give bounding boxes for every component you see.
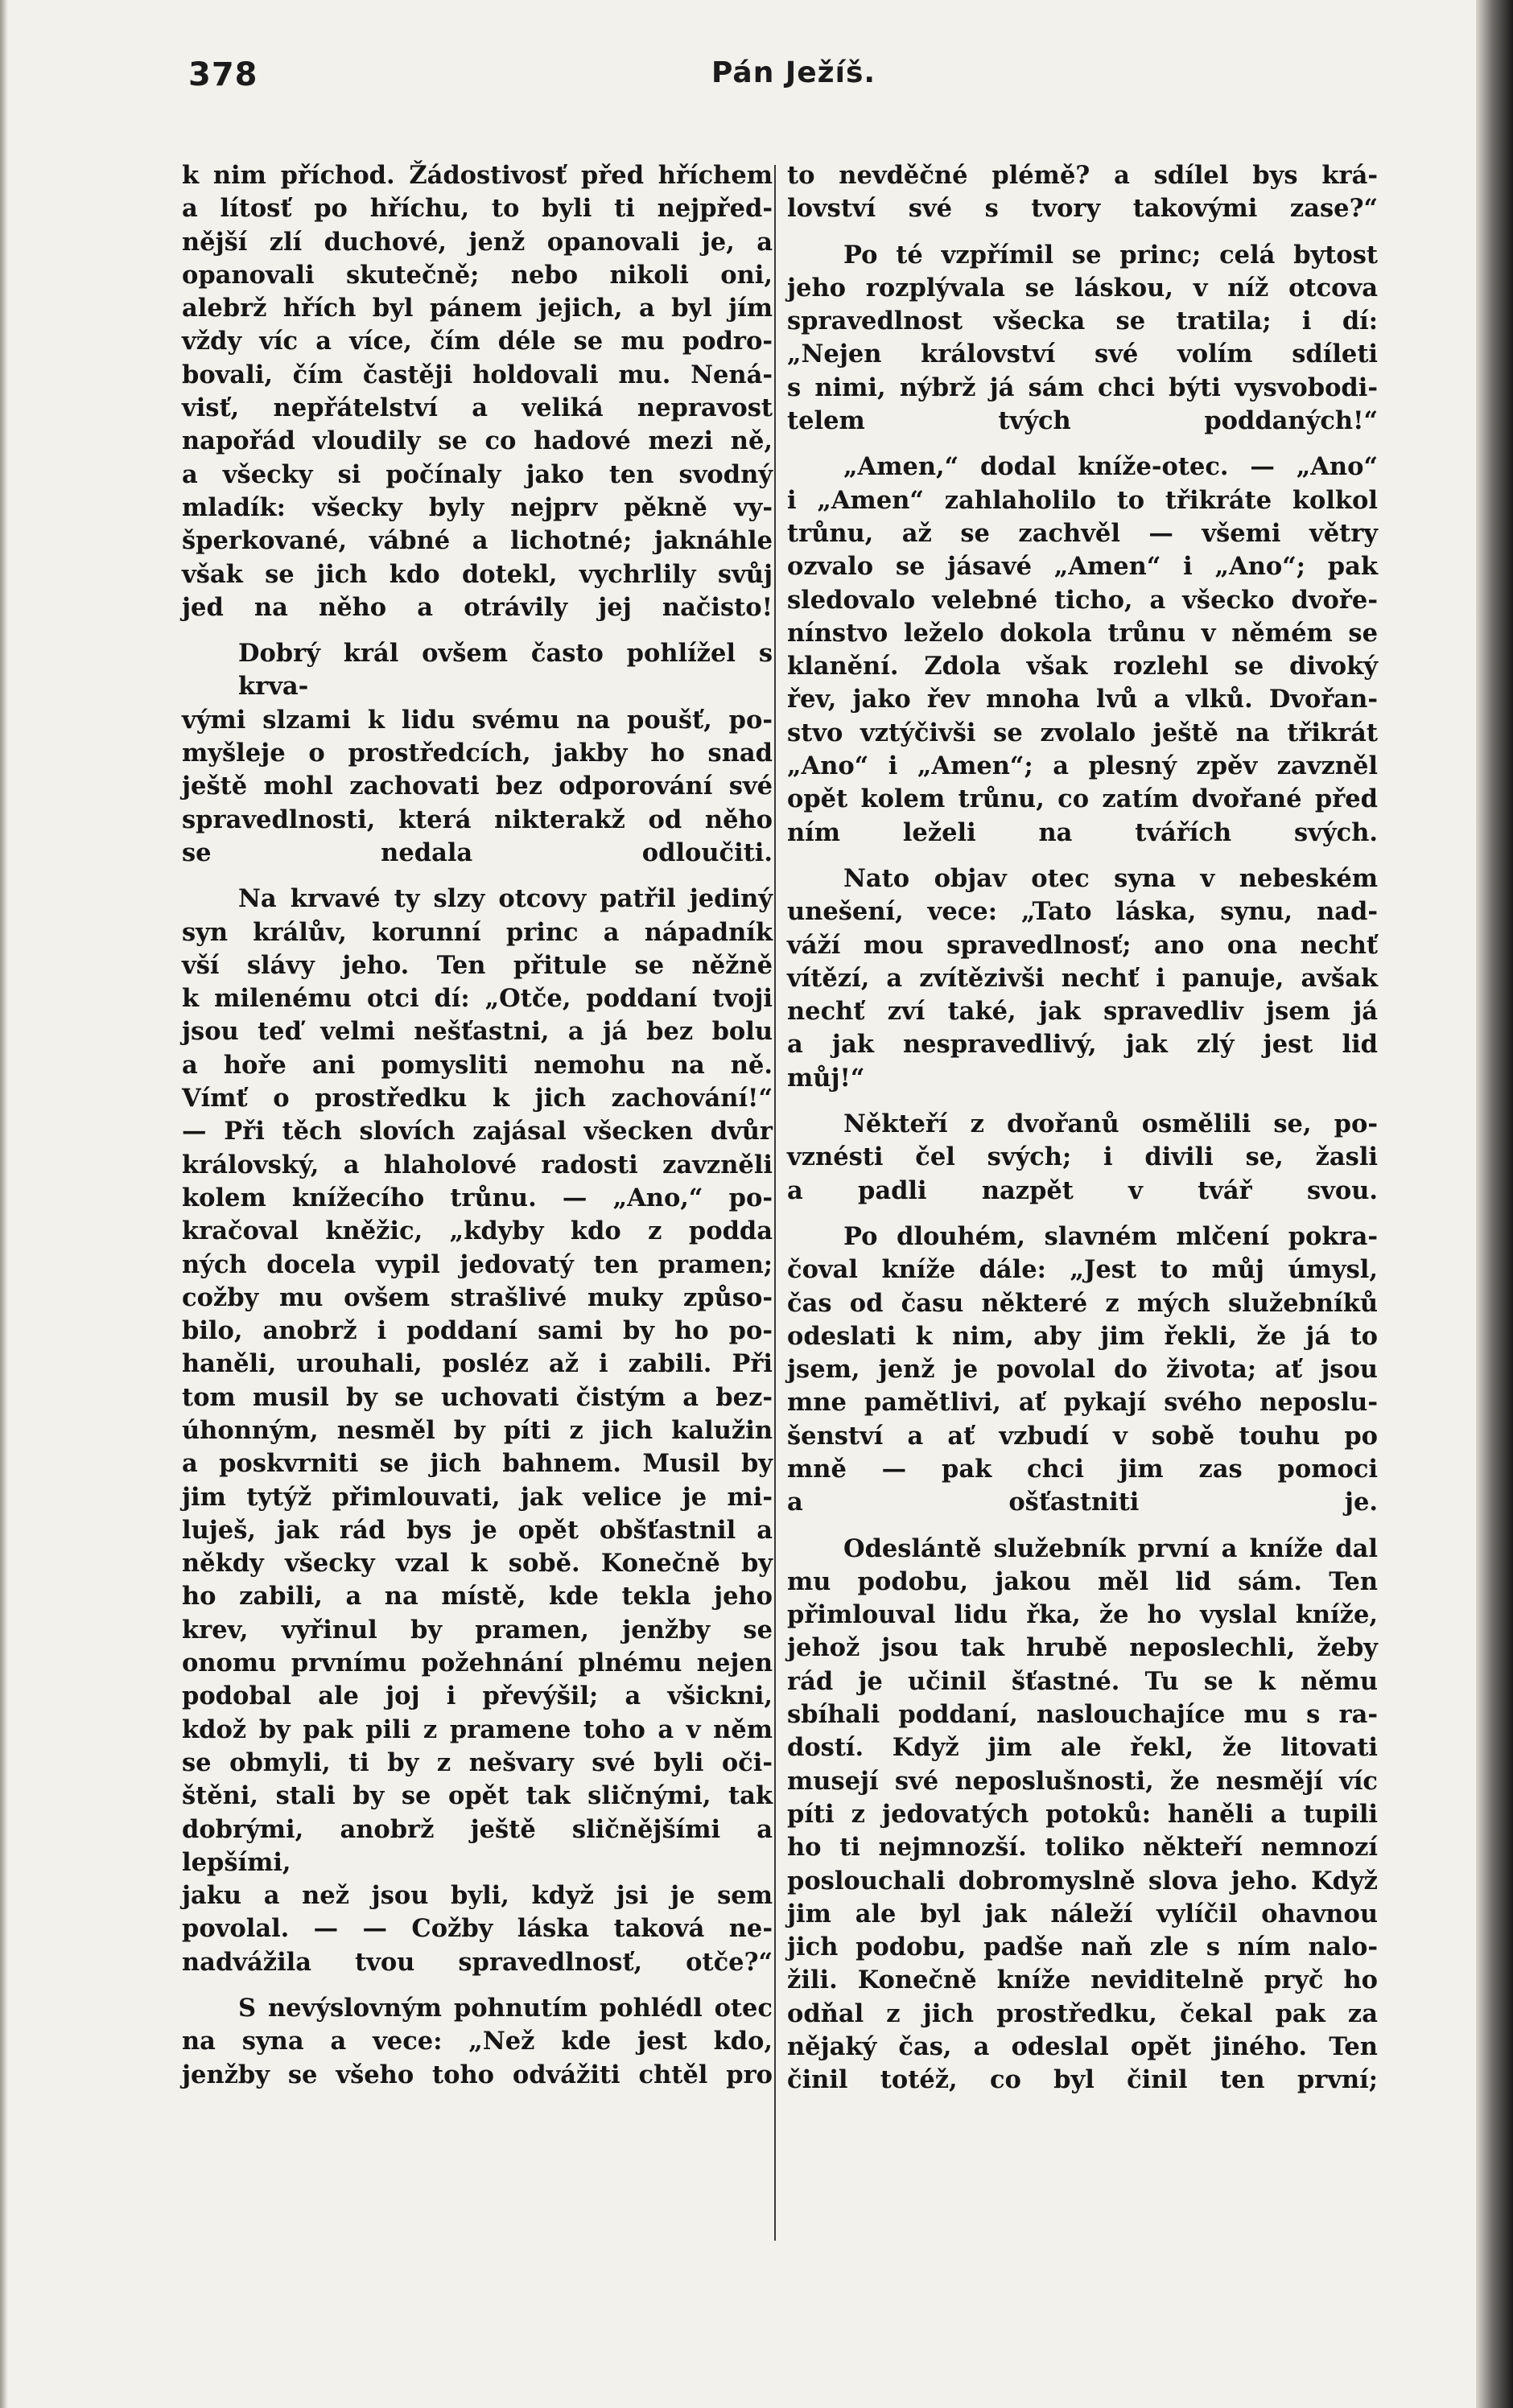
text-line: k milenému otci dí: „Otče, poddaní tvoji xyxy=(182,984,773,1014)
text-line: poslouchali dobromyslně slova jeho. Když xyxy=(787,1866,1378,1896)
text-line: Dobrý král ovšem často pohlížel s krva- xyxy=(238,639,773,702)
text-line: onomu prvnímu požehnání plnému nejen xyxy=(182,1649,773,1678)
text-line: bovali, čím častěji holdovali mu. Nená- xyxy=(182,360,773,389)
text-line: „Nejen království své volím sdíleti xyxy=(787,340,1378,369)
text-line: nější zlí duchové, jenž opanovali je, a xyxy=(182,227,773,257)
text-line: můj!“ xyxy=(787,1063,865,1093)
text-line: S nevýslovným pohnutím pohlédl otec xyxy=(238,1994,773,2023)
left-column xyxy=(182,159,773,2092)
paragraph xyxy=(787,159,1378,226)
text-line: napořád vloudily se co hadové mezi ně, xyxy=(182,426,773,456)
text-line: jehož jsou tak hrubě neposlechli, žeby xyxy=(787,1633,1378,1663)
text-line: spravedlnosti, která nikterakž od něho xyxy=(182,805,773,834)
text-line: a lítosť po hříchu, to byli ti nejpřed- xyxy=(182,194,773,224)
text-line: činil totéž, co byl činil ten první; xyxy=(787,2065,1378,2095)
page-number: 378 xyxy=(188,56,258,93)
text-line: ním leželi na tvářích svých. xyxy=(787,817,1378,847)
text-line: — Při těch slovích zajásal všecken dvůr xyxy=(182,1117,773,1146)
column-divider xyxy=(774,165,776,2241)
text-line: Na krvavé ty slzy otcovy patřil jediný xyxy=(238,884,773,914)
text-line: úhonným, nesměl by píti z jich kalužin xyxy=(182,1415,773,1445)
text-line: lovství své s tvory takovými zase?“ xyxy=(787,194,1378,224)
paragraph xyxy=(787,239,1378,438)
text-line: čoval kníže dále: „Jest to můj úmysl, xyxy=(787,1255,1378,1285)
text-line: vší slávy jeho. Ten přitule se něžně xyxy=(182,950,773,980)
paragraph xyxy=(787,451,1378,850)
text-line: na syna a vece: „Než kde jest kdo, xyxy=(182,2027,773,2056)
text-line: to nevděčné plémě? a sdílel bys krá- xyxy=(787,161,1378,190)
text-line: „Ano“ i „Amen“; a plesný zpěv zavzněl xyxy=(787,751,1378,781)
text-line: mu podobu, jakou měl lid sám. Ten xyxy=(787,1566,1378,1596)
text-line: Někteří z dvořanů osmělili se, po- xyxy=(843,1109,1378,1139)
running-head: Pán Ježíš. xyxy=(711,56,876,89)
text-line: přimlouval lidu řka, že ho vyslal kníže, xyxy=(787,1600,1378,1630)
text-line: žili. Konečně kníže neviditelně pryč ho xyxy=(787,1966,1378,1995)
text-line: telem tvých poddaných!“ xyxy=(787,406,1378,436)
text-line: alebrž hřích byl pánem jejich, a byl jím xyxy=(182,294,773,323)
text-line: ných docela vypil jedovatý ten pramen; xyxy=(182,1249,773,1279)
text-line: trůnu, až se zachvěl — všemi větry xyxy=(787,518,1378,548)
text-line: jich podobu, padše naň zle s ním nalo- xyxy=(787,1933,1378,1962)
paragraph xyxy=(787,1220,1378,1520)
text-line: odňal z jich prostředku, čekal pak za xyxy=(787,1998,1378,2028)
text-line: mladík: všecky byly nejprv pěkně vy- xyxy=(182,492,773,522)
text-line: a jak nespravedlivý, jak zlý jest lid xyxy=(787,1030,1378,1060)
text-line: sledovalo velebné ticho, a všecko dvoře- xyxy=(787,585,1378,615)
right-column xyxy=(787,159,1378,2097)
paragraph xyxy=(787,862,1378,1095)
text-line: rád je učinil šťastné. Tu se k němu xyxy=(787,1666,1378,1696)
text-line: čas od času některé z mých služebníků xyxy=(787,1288,1378,1318)
page-right-shadow xyxy=(1476,0,1513,2408)
text-line: však se jich kdo dotekl, vychrlily svůj xyxy=(182,559,773,589)
text-line: syn králův, korunní princ a nápadník xyxy=(182,917,773,947)
text-line: vznésti čel svých; i divili se, žasli xyxy=(787,1142,1378,1172)
text-line: stvo vztýčivši se zvolalo ještě na třikrát xyxy=(787,718,1378,747)
text-line: i „Amen“ zahlaholilo to třikráte kolkol xyxy=(787,485,1378,515)
text-line: píti z jedovatých potoků: haněli a tupili xyxy=(787,1799,1378,1829)
text-line: a všecky si počínaly jako ten svodný xyxy=(182,459,773,489)
paragraph xyxy=(182,637,773,870)
text-line: a poskvrniti se jich bahnem. Musil by xyxy=(182,1449,773,1479)
text-line: povolal. — — Cožby láska taková ne- xyxy=(182,1914,773,1944)
paragraph xyxy=(787,1533,1378,2097)
text-line: Vímť o prostředku k jich zachování!“ xyxy=(182,1084,773,1113)
text-line: mne pamětlivi, ať pykají svého neposlu- xyxy=(787,1388,1378,1418)
text-line: Nato objav otec syna v nebeském xyxy=(843,863,1378,893)
text-line: „Amen,“ dodal kníže-otec. — „Ano“ xyxy=(843,452,1378,482)
text-line: opět kolem trůnu, co zatím dvořané před xyxy=(787,784,1378,814)
text-line: luješ, jak rád bys je opět obšťastnil a xyxy=(182,1515,773,1545)
text-line: kdož by pak pili z pramene toho a v něm xyxy=(182,1714,773,1744)
text-line: Odeslántě služebník první a kníže dal xyxy=(843,1533,1378,1563)
text-line: visť, nepřátelství a veliká nepravost xyxy=(182,393,773,423)
text-line: krev, vyřinul by pramen, jenžby se xyxy=(182,1615,773,1644)
text-line: vždy víc a více, čím déle se mu podro- xyxy=(182,327,773,356)
text-line: musejí své neposlušnosti, že nesmějí víc xyxy=(787,1766,1378,1796)
text-line: někdy všecky vzal k sobě. Konečně by xyxy=(182,1549,773,1579)
text-line: váží mou spravedlnosť; ano ona nechť xyxy=(787,930,1378,960)
text-line: jsou teď velmi nešťastni, a já bez bolu xyxy=(182,1017,773,1047)
text-line: s nimi, nýbrž já sám chci býti vysvobodi- xyxy=(787,373,1378,402)
text-line: se obmyli, ti by z nešvary své byli oči- xyxy=(182,1747,773,1777)
text-line: haněli, urouhali, posléz až i zabili. Při xyxy=(182,1349,773,1379)
page-header xyxy=(188,56,1404,113)
text-line: nechť zví také, jak spravedliv jsem já xyxy=(787,997,1378,1027)
text-line: jim tytýž přimlouvati, jak velice je mi- xyxy=(182,1482,773,1512)
text-line: dostí. Když jim ale řekl, že litovati xyxy=(787,1733,1378,1763)
text-line: tom musil by se uchovati čistým a bez- xyxy=(182,1382,773,1412)
text-line: jsem, jenž je povolal do života; ať jsou xyxy=(787,1355,1378,1385)
text-line: jed na něho a otrávily jej načisto! xyxy=(182,592,773,622)
text-line: jaku a než jsou byli, když jsi je sem xyxy=(182,1881,773,1911)
paragraph xyxy=(182,1992,773,2092)
paragraph xyxy=(787,1108,1378,1208)
text-line: královský, a hlaholové radosti zavzněli xyxy=(182,1150,773,1179)
text-line: a hoře ani pomysliti nemohu na ně. xyxy=(182,1050,773,1080)
text-line: ještě mohl zachovati bez odporování své xyxy=(182,772,773,801)
text-line: vými slzami k lidu svému na poušť, po- xyxy=(182,705,773,735)
text-line: cožby mu ovšem strašlivé muky způso- xyxy=(182,1282,773,1312)
text-line: kolem knížecího trůnu. — „Ano,“ po- xyxy=(182,1183,773,1212)
text-line: šperkované, vábné a lichotné; jaknáhle xyxy=(182,526,773,556)
text-line: se nedala odloučiti. xyxy=(182,838,773,867)
text-line: Po té vzpřímil se princ; celá bytost xyxy=(843,240,1378,270)
text-line: ho ti nejmnozší. toliko někteří nemnozí xyxy=(787,1833,1378,1863)
text-line: spravedlnost všecka se tratila; i dí: xyxy=(787,307,1378,336)
paragraph xyxy=(182,159,773,624)
text-line: ozvalo se jásavé „Amen“ i „Ano“; pak xyxy=(787,552,1378,582)
text-line: řev, jako řev mnoha lvů a vlků. Dvořan- xyxy=(787,685,1378,714)
text-line: bilo, anobrž i poddaní sami by ho po- xyxy=(182,1316,773,1346)
text-line: nějaký čas, a odeslal opět jiného. Ten xyxy=(787,2032,1378,2062)
text-line: jim ale byl jak náleží vylíčil ohavnou xyxy=(787,1899,1378,1928)
text-line: klanění. Zdola však rozlehl se divoký xyxy=(787,652,1378,681)
paragraph xyxy=(182,883,773,1979)
text-line: jenžby se všeho toho odvážiti chtěl pro xyxy=(182,2060,773,2089)
text-line: Po dlouhém, slavném mlčení pokra- xyxy=(843,1221,1378,1251)
text-line: myšleje o prostředcích, jakby ho snad xyxy=(182,739,773,768)
text-line: unešení, vece: „Tato láska, synu, nad- xyxy=(787,897,1378,927)
text-line: podobal ale joj i převýšil; a všickni, xyxy=(182,1681,773,1711)
text-line: a padli nazpět v tvář svou. xyxy=(787,1175,1378,1205)
page-left-shadow xyxy=(0,0,8,2408)
text-line: šenství a ať vzbudí v sobě touhu po xyxy=(787,1421,1378,1451)
text-line: odeslati k nim, aby jim řekli, že já to xyxy=(787,1321,1378,1351)
text-line: ho zabili, a na místě, kde tekla jeho xyxy=(182,1582,773,1612)
text-line: vítězí, a zvítězivši nechť i panuje, avšak xyxy=(787,963,1378,993)
text-line: dobrými, anobrž ještě sličnějšími a lepšími, xyxy=(182,1814,773,1877)
text-line: nínstvo leželo dokola trůnu v němém se xyxy=(787,618,1378,648)
text-line: sbíhali poddaní, naslouchajíce mu s ra- xyxy=(787,1700,1378,1730)
text-line: štěni, stali by se opět tak sličnými, tak xyxy=(182,1781,773,1811)
text-line: k nim příchod. Žádostivosť před hříchem xyxy=(182,161,773,190)
text-line: nadvážila tvou spravedlnosť, otče?“ xyxy=(182,1947,773,1977)
text-line: kračoval kněžic, „kdyby kdo z podda xyxy=(182,1216,773,1246)
text-line: opanovali skutečně; nebo nikoli oni, xyxy=(182,260,773,290)
text-line: mně — pak chci jim zas pomoci xyxy=(787,1454,1378,1484)
text-line: jeho rozplývala se láskou, v níž otcova xyxy=(787,273,1378,303)
text-line: a ošťastniti je. xyxy=(787,1488,1378,1517)
